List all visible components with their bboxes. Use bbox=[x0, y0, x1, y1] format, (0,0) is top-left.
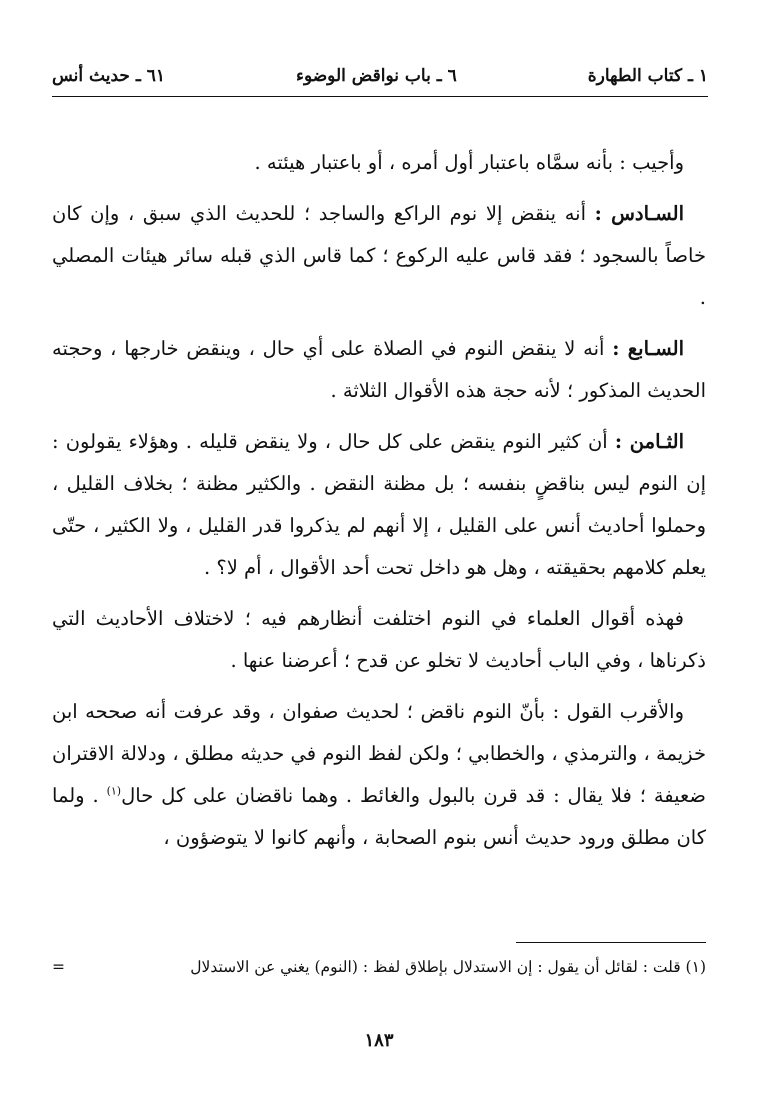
footnote-divider bbox=[516, 942, 706, 943]
page-number: ١٨٣ bbox=[364, 1030, 394, 1051]
header-hadith-title: ٦١ ـ حديث أنس bbox=[52, 66, 165, 86]
header-chapter-title: ٦ ـ باب نواقض الوضوء bbox=[295, 66, 457, 86]
paragraph-text: فهذه أقوال العلماء في النوم اختلفت أنظارهم فيه ؛ لاختلاف الأحاديث التي ذكرناها ، وفي الباب أحاديث لا تخلو عن قدح ؛ أعرضنا عنها . bbox=[52, 607, 706, 672]
header-book-title: ١ ـ كتاب الطهارة bbox=[587, 66, 708, 86]
paragraph-sixth-opinion bbox=[52, 193, 706, 319]
footnote-reference[interactable]: (١) bbox=[106, 784, 122, 798]
paragraph-text: أنه لا ينقض النوم في الصلاة على أي حال ، وينقض خارجها ، وحجته الحديث المذكور ؛ لأنه حجة هذه الأقوال الثلاثة . bbox=[52, 337, 706, 402]
paragraph-answer bbox=[52, 142, 706, 184]
paragraph-eighth-opinion bbox=[52, 421, 706, 589]
paragraph-text-tail: . ولما كان مطلق ورود حديث أنس بنوم الصحابة ، وأنهم كانوا لا يتوضؤون ، bbox=[52, 784, 706, 849]
paragraph-lead: السـابع : bbox=[612, 337, 684, 360]
paragraph-conclusion bbox=[52, 691, 706, 859]
paragraph-text: أن كثير النوم ينقض على كل حال ، ولا ينقض قليله . وهؤلاء يقولون : إن النوم ليس بناقضٍ بنفسه ؛ بل مظنة النقض . والكثير مظنة ؛ بخلاف القليل ، وحملوا أحاديث أنس على القليل ، إلا أنهم لم يذكروا قدر القليل ، ولا الكثير ، حتّى يعلم كلامهم بحقيقته ، وهل هو داخل تحت أحد الأقوال ، أم لا؟ . bbox=[52, 430, 706, 579]
paragraph-text: والأقرب القول : بأنّ النوم ناقض ؛ لحديث صفوان ، وقد عرفت أنه صححه ابن خزيمة ، والترمذي ، والخطابي ؛ ولكن لفظ النوم في حديثه مطلق ، ودلالة الاقتران ضعيفة ؛ فلا يقال : قد قرن بالبول والغائط . وهما ناقضان على كل حال bbox=[52, 700, 706, 807]
running-header bbox=[52, 56, 708, 97]
paragraph-text: أنه ينقض إلا نوم الراكع والساجد ؛ للحديث الذي سبق ، وإن كان خاصاً بالسجود ؛ فقد قاس عليه الركوع ؛ كما قاس الذي قبله سائر هيئات المصلي . bbox=[52, 202, 706, 309]
paragraph-seventh-opinion bbox=[52, 328, 706, 412]
footnote-text: (١) قلت : لقائل أن يقول : إن الاستدلال بإطلاق لفظ : (النوم) يغني عن الاستدلال bbox=[190, 958, 706, 976]
paragraph-text: وأجيب : بأنه سمَّاه باعتبار أول أمره ، أو باعتبار هيئته . bbox=[254, 151, 684, 174]
footnote-continuation-mark: = bbox=[52, 958, 65, 976]
paragraph-lead: الثـامن : bbox=[614, 430, 684, 453]
paragraph-summary bbox=[52, 598, 706, 682]
paragraph-lead: السـادس : bbox=[594, 202, 684, 225]
footnote bbox=[52, 954, 706, 980]
main-text bbox=[52, 142, 706, 868]
